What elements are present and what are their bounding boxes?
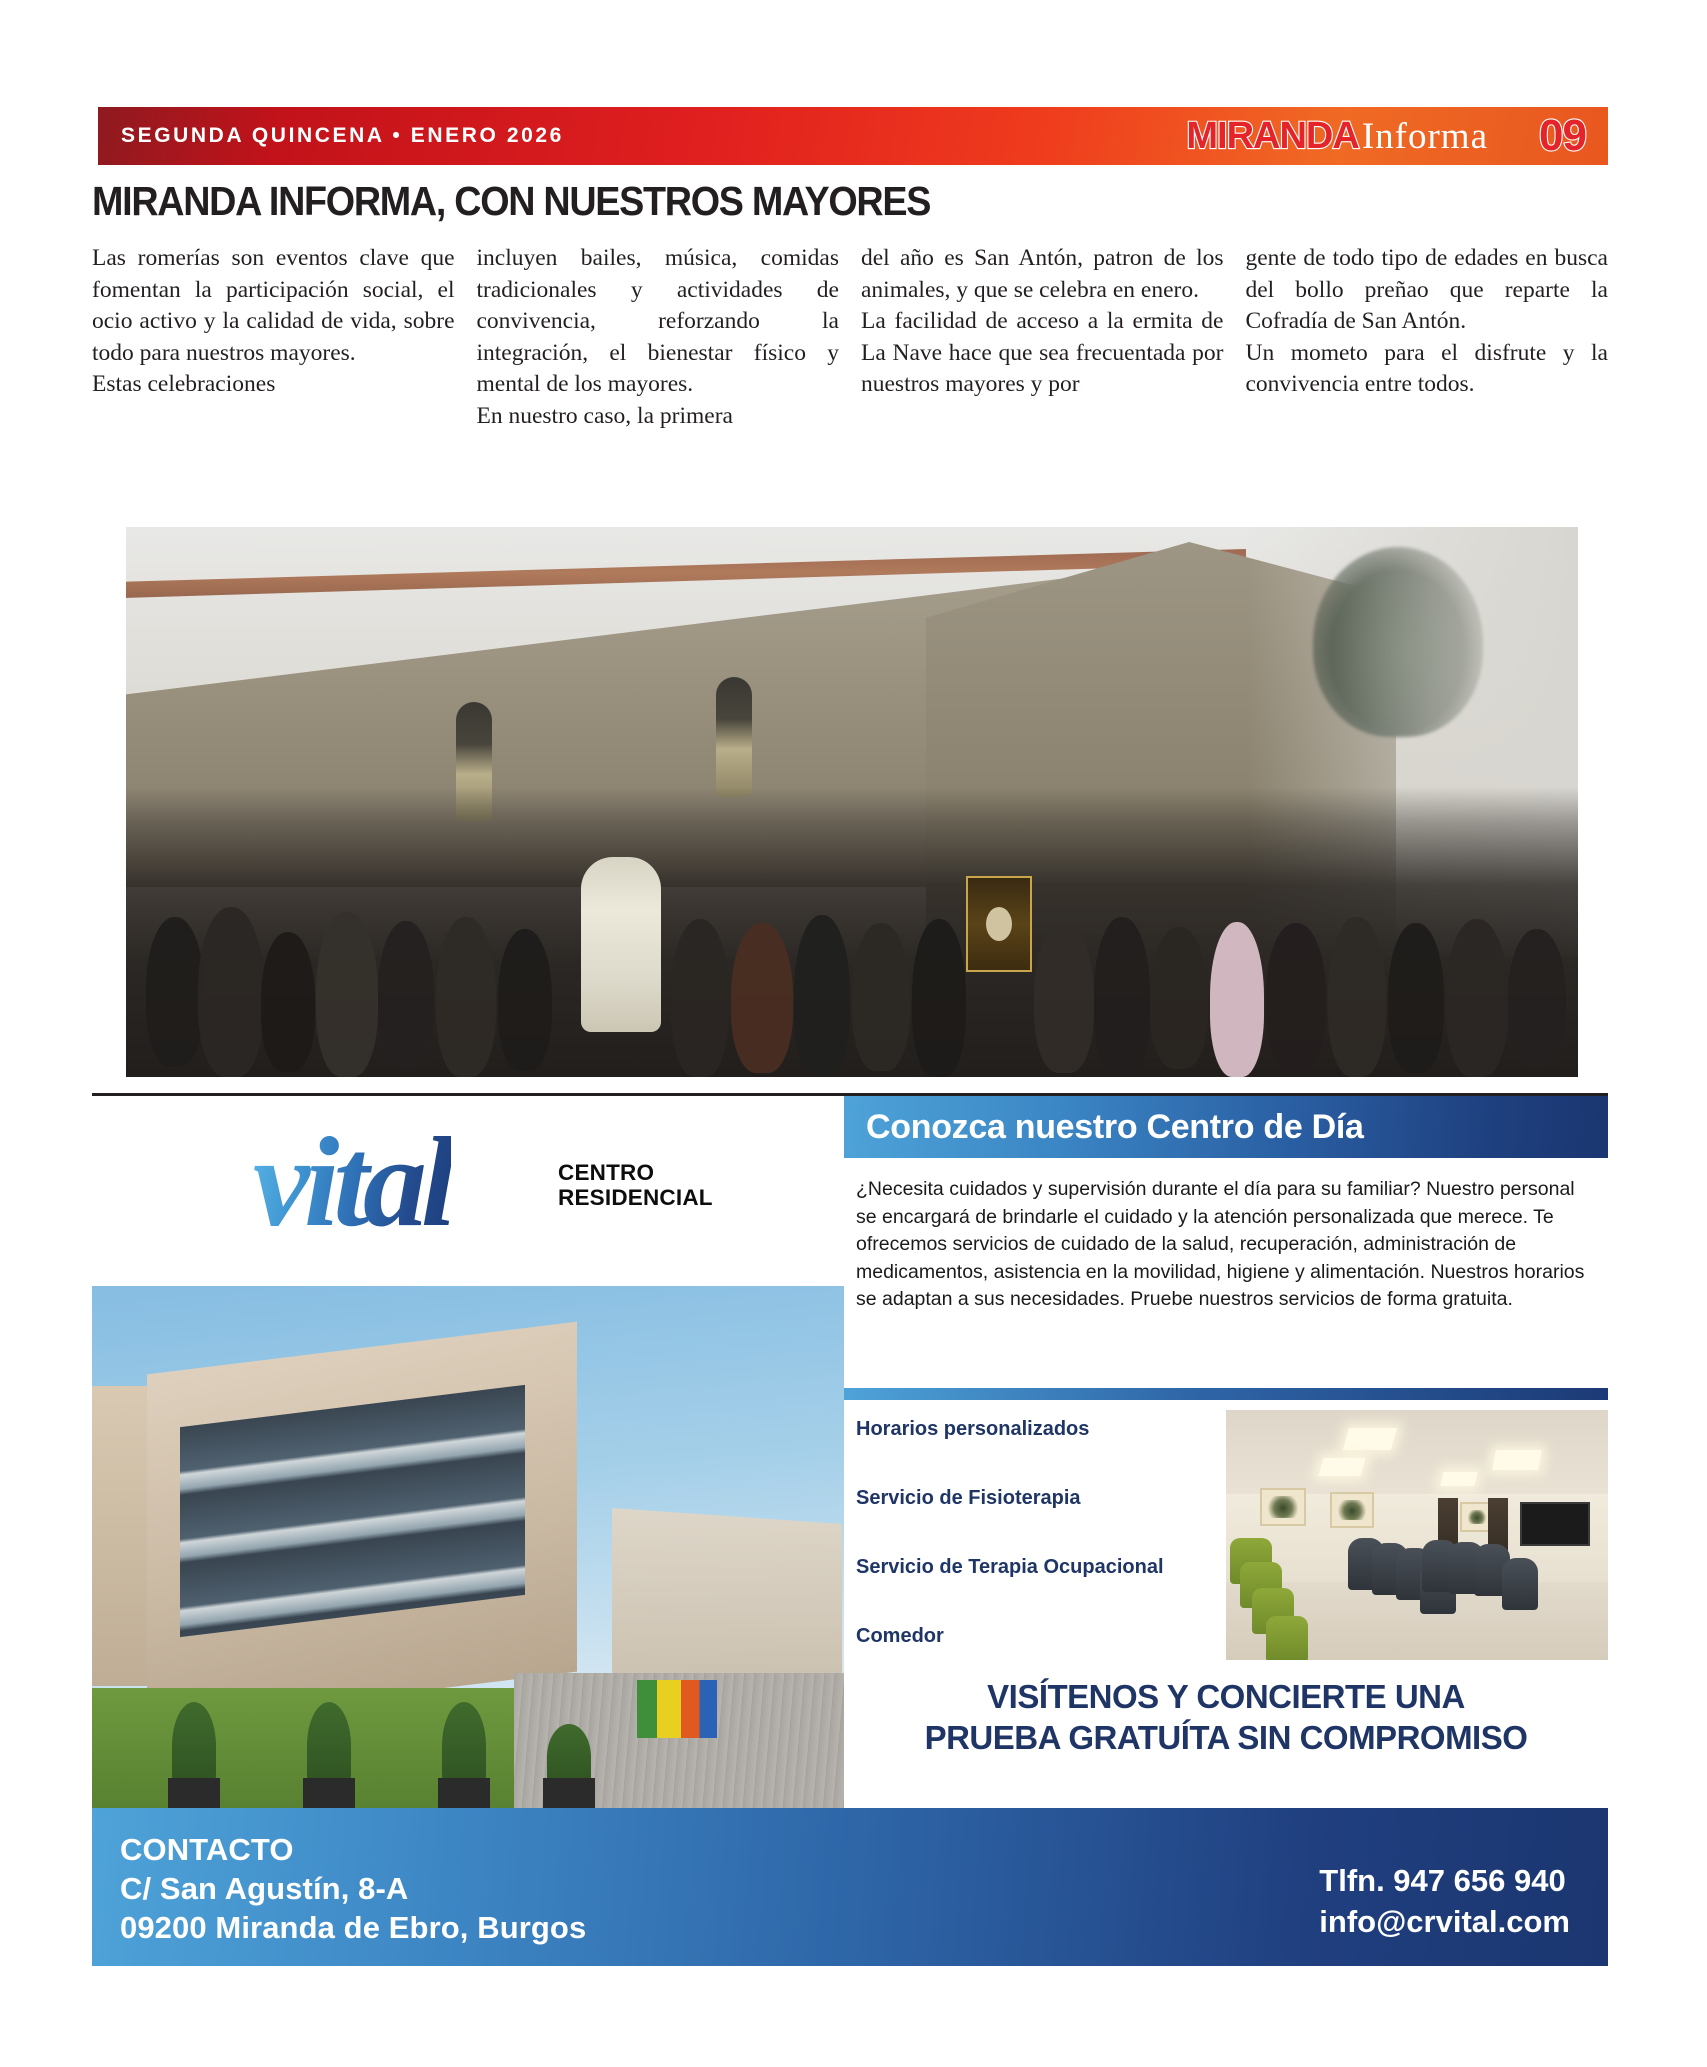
building-windows <box>180 1385 525 1637</box>
paragraph: La facilidad de acceso a la ermita de La Nave hace que sea frecuentada por nuestros mayores y por <box>861 308 1224 397</box>
ad-banner-title: Conozca nuestro Centro de Día <box>866 1107 1364 1146</box>
vital-logo-subtitle <box>558 1160 713 1210</box>
cta-line-1: VISÍTENOS Y CONCIERTE UNA <box>987 1678 1465 1715</box>
ad-right-panel <box>844 1096 1608 1808</box>
room-ceiling <box>1226 1410 1608 1500</box>
room-wall-art <box>1260 1488 1306 1526</box>
article-column-3 <box>861 243 1224 432</box>
contact-phone[interactable]: Tlfn. 947 656 940 <box>1319 1863 1566 1898</box>
article-photo-romeria <box>126 527 1578 1077</box>
article-column-4 <box>1246 243 1609 432</box>
list-item: Servicio de Terapia Ocupacional <box>856 1556 1164 1578</box>
vital-wordmark: vital <box>253 1111 451 1253</box>
logo-informa-text: Informa <box>1361 115 1488 157</box>
publication-logo <box>1186 113 1488 159</box>
photo-statue-right <box>716 677 752 797</box>
ad-contact-footer <box>92 1808 1608 1966</box>
photo-crowd-figures <box>126 817 1578 1077</box>
paragraph: Estas celebraciones <box>92 371 276 397</box>
ad-photo-dayroom-interior <box>1226 1410 1608 1660</box>
ad-body-copy: ¿Necesita cuidados y supervisión durante el día para su familiar? Nuestro personal se encargará de brindarle el cuidado y la atención personalizada que merece. Te ofrecemos servicios de cuidado de la salud, recuperación, administración de medicamentos, asistencia en la movilidad, higiene y alimentación. Nuestros horarios se adaptan a sus necesidades. Pruebe nuestros servicios de forma gratuita. <box>856 1178 1585 1310</box>
ad-photo-residence-exterior <box>92 1286 844 1808</box>
room-light-panel <box>1441 1472 1478 1486</box>
page-number: 09 <box>1539 111 1586 160</box>
article-columns <box>92 243 1608 432</box>
paragraph: Un mometo para el disfrute y la convivencia entre todos. <box>1245 339 1608 397</box>
vital-logo <box>92 1096 844 1286</box>
room-light-panel <box>1492 1450 1542 1470</box>
article-column-2 <box>477 243 840 432</box>
room-light-panel <box>1343 1428 1397 1450</box>
photo-confraternity-banner <box>966 876 1032 972</box>
room-television <box>1520 1502 1590 1546</box>
list-item: Horarios personalizados <box>856 1418 1090 1440</box>
building-planter <box>303 1778 355 1808</box>
list-item: Comedor <box>856 1625 944 1647</box>
ad-left-panel <box>92 1096 844 1808</box>
building-shrub <box>172 1702 216 1790</box>
paragraph: Las romerías son eventos clave que fomentan la participación social, el ocio activo y la calidad de vida, sobre todo para nuestros mayores. <box>92 245 455 366</box>
page-title: MIRANDA INFORMA, CON NUESTROS MAYORES <box>92 178 931 224</box>
building-shrub <box>307 1702 351 1790</box>
building-shrub <box>442 1702 486 1790</box>
room-chair-dark <box>1502 1558 1538 1610</box>
room-light-panel <box>1318 1458 1365 1476</box>
paragraph: incluyen bailes, música, comidas tradicionales y actividades de convivencia, reforzando la integración, el bienestar físico y mental de los mayores. <box>476 245 839 397</box>
vital-sub-line2: RESIDENCIAL <box>558 1185 713 1210</box>
masthead-bar <box>98 107 1608 165</box>
article-column-1 <box>92 243 455 432</box>
contact-title: CONTACTO <box>120 1832 294 1867</box>
issue-date: SEGUNDA QUINCENA • ENERO 2026 <box>121 124 564 147</box>
contact-street: C/ San Agustín, 8-A <box>120 1871 409 1906</box>
ad-contact-block <box>120 1830 586 1947</box>
ad-services-list <box>856 1418 1206 1694</box>
vital-sub-line1: CENTRO <box>558 1160 655 1185</box>
contact-city: 09200 Miranda de Ebro, Burgos <box>120 1910 587 1945</box>
ad-banner <box>844 1096 1608 1158</box>
paragraph: gente de todo tipo de edades en busca del bollo preñao que reparte la Cofradía de San Antón. <box>1245 245 1608 334</box>
photo-priest <box>581 857 661 1032</box>
building-planter <box>168 1778 220 1808</box>
ad-stripe-divider <box>844 1388 1608 1400</box>
building-colored-kiosk <box>637 1680 717 1738</box>
room-wall-art <box>1330 1492 1374 1528</box>
logo-miranda-text: MIRANDA <box>1186 114 1359 157</box>
building-planter <box>438 1778 490 1808</box>
cta-line-2: PRUEBA GRATUÍTA SIN COMPROMISO <box>924 1719 1528 1756</box>
paragraph: del año es San Antón, patron de los animales, y que se celebra en enero. <box>861 245 1224 303</box>
paragraph: En nuestro caso, la primera <box>476 402 733 429</box>
ad-call-to-action <box>844 1676 1608 1758</box>
advertisement-vital[interactable] <box>92 1096 1608 1966</box>
ad-reach-block <box>1319 1860 1570 1942</box>
list-item: Servicio de Fisioterapia <box>856 1487 1081 1509</box>
room-chair-green <box>1266 1616 1308 1660</box>
vital-logo-mark <box>253 1111 713 1266</box>
building-planter <box>543 1778 595 1808</box>
contact-email[interactable]: info@crvital.com <box>1319 1904 1570 1939</box>
